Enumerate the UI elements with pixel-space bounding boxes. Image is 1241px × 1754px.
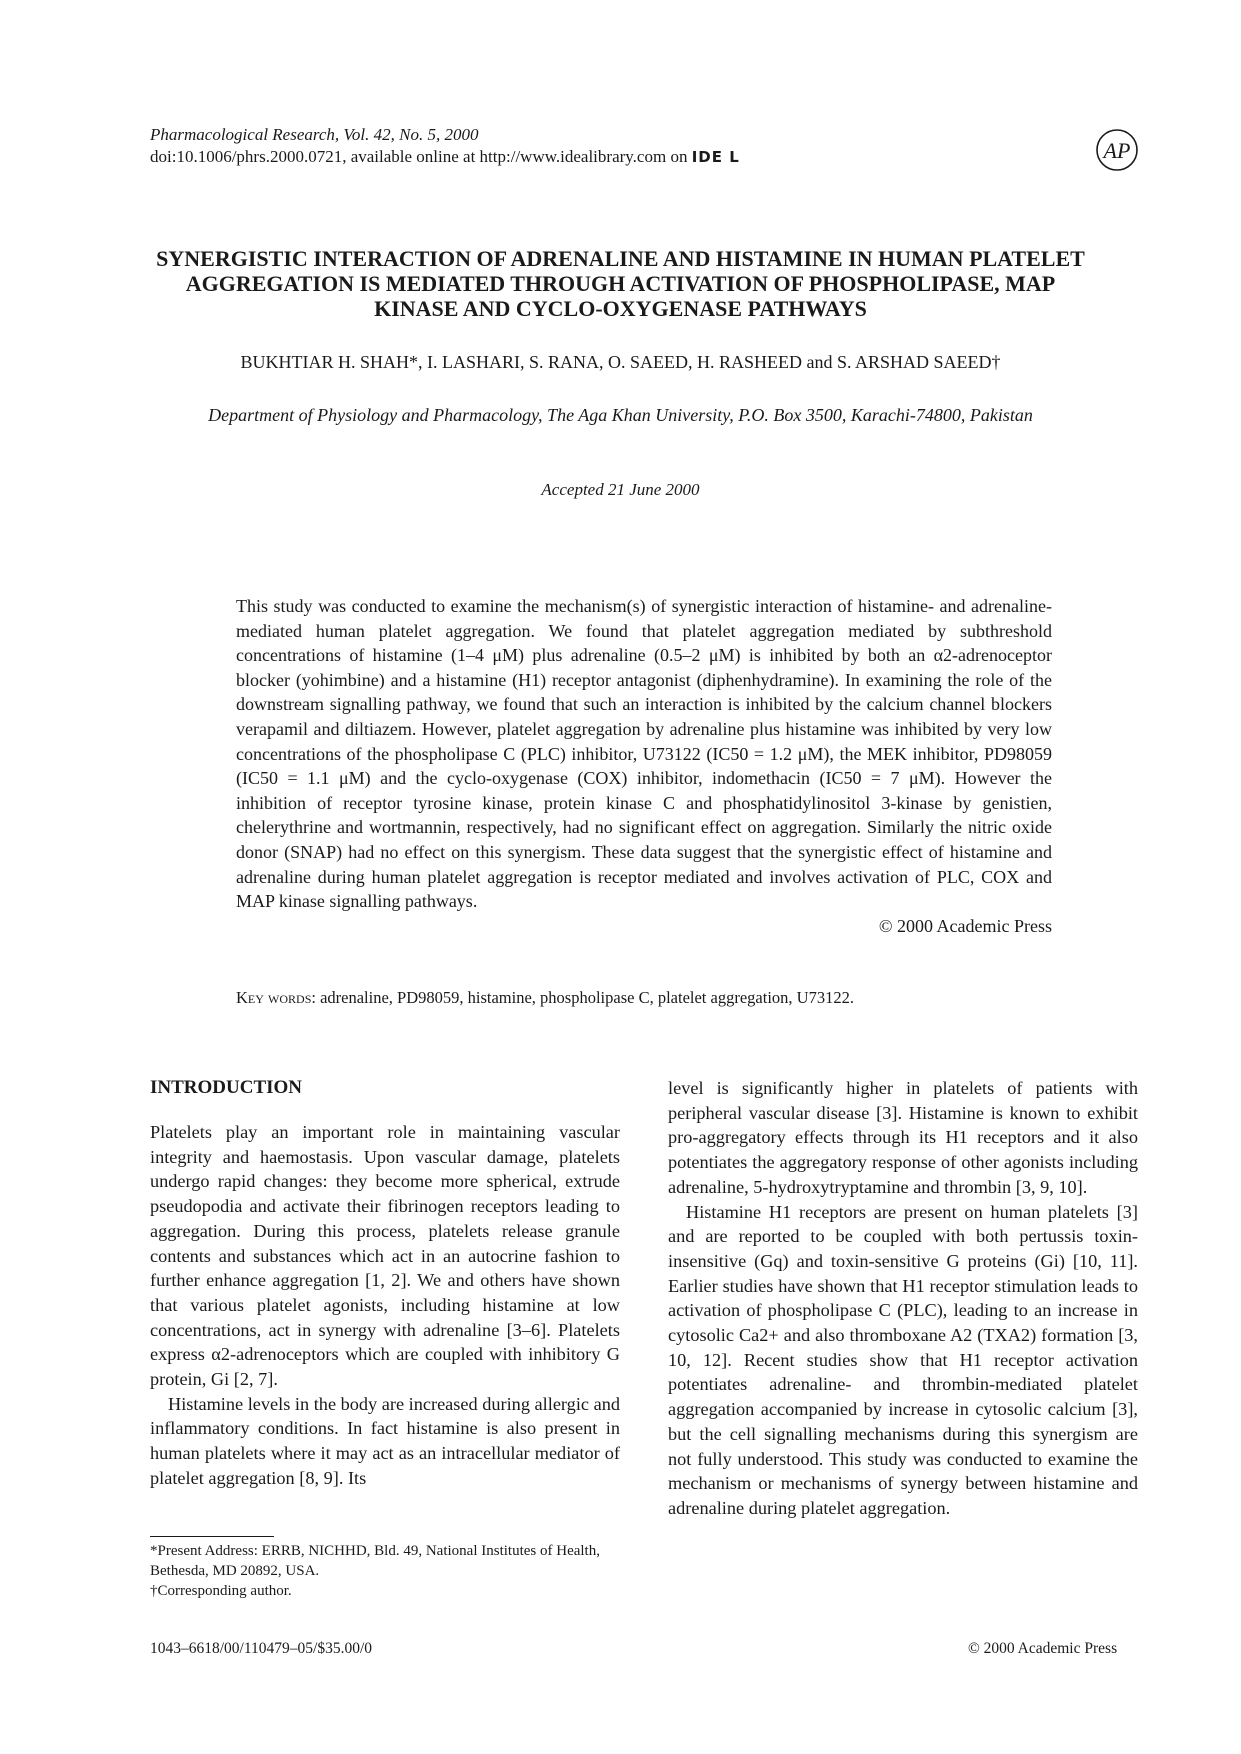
left-column bbox=[150, 1076, 620, 1491]
footnote-rule bbox=[150, 1536, 274, 1537]
paragraph: level is significantly higher in platelets of patients with peripheral vascular disease [3]. Histamine is known to exhibit pro-aggregatory effects through its H1 receptors and it also potentiates the aggregatory response of other agonists including adrenaline, 5-hydroxytryptamine and thrombin [3, 9, 10]. bbox=[668, 1078, 1138, 1197]
keywords-list: adrenaline, PD98059, histamine, phospholipase C, platelet aggregation, U73122. bbox=[320, 988, 854, 1007]
footnotes bbox=[150, 1536, 620, 1601]
doi-line bbox=[150, 146, 740, 168]
ideal-logo: IDE L bbox=[691, 148, 740, 166]
footer-copyright: © 2000 Academic Press bbox=[968, 1640, 1118, 1657]
abstract-text: This study was conducted to examine the mechanism(s) of synergistic interaction of histamine- and adrenaline-mediated human platelet aggregation. We found that platelet aggregation mediated by subthreshold concentrations of histamine (1–4 μM) plus adrenaline (0.5–2 μM) is inhibited by both an α2-adrenoceptor blocker (yohimbine) and a histamine (H1) receptor antagonist (diphenhydramine). In examining the role of the downstream signalling pathway, we found that such an interaction is inhibited by the calcium channel blockers verapamil and diltiazem. However, platelet aggregation by adrenaline plus histamine was inhibited by very low concentrations of the phospholipase C (PLC) inhibitor, U73122 (IC50 = 1.2 μM), the MEK inhibitor, PD98059 (IC50 = 1.1 μM) and the cyclo-oxygenase (COX) inhibitor, indomethacin (IC50 = 7 μM). However the inhibition of receptor tyrosine kinase, protein kinase C and phosphatidylinositol 3-kinase by genistien, chelerythrine and wortmannin, respectively, had no significant effect on aggregation. Similarly the nitric oxide donor (SNAP) had no effect on this synergism. These data suggest that the synergistic effect of histamine and adrenaline during human platelet aggregation is receptor mediated and involves activation of PLC, COX and MAP kinase signalling pathways. bbox=[236, 596, 1052, 912]
running-header bbox=[150, 124, 740, 168]
footer-code: 1043–6618/00/110479–05/$35.00/0 bbox=[150, 1640, 373, 1657]
ap-logo-text: AP bbox=[1103, 138, 1131, 163]
keywords-label: Key words: bbox=[236, 988, 316, 1007]
footnote-corresponding: †Corresponding author. bbox=[150, 1583, 292, 1599]
author-list: BUKHTIAR H. SHAH*, I. LASHARI, S. RANA, O. SAEED, H. RASHEED and S. ARSHAD SAEED† bbox=[240, 352, 1001, 372]
paragraph: Platelets play an important role in maintaining vascular integrity and haemostasis. Upon vascular damage, platelets undergo rapid changes: they become more spherical, extrude pseudopodia and activate their fibrinogen receptors leading to aggregation. During this process, platelets release granule contents and substances which act in an autocrine fashion to further enhance aggregation [1, 2]. We and others have shown that various platelet agonists, including histamine at low concentrations, act in synergy with adrenaline [3–6]. Platelets express α2-adrenoceptors which are coupled with inhibitory G protein, Gi [2, 7]. bbox=[150, 1122, 620, 1390]
paragraph: Histamine H1 receptors are present on human platelets [3] and are reported to be coupled with both pertussis toxin-insensitive (Gq) and toxin-sensitive G proteins (Gi) [10, 11]. Earlier studies have shown that H1 receptor stimulation leads to activation of phospholipase C (PLC), leading to an increase in cytosolic Ca2+ and also thromboxane A2 (TXA2) formation [3, 10, 12]. Recent studies show that H1 receptor activation potentiates adrenaline- and thrombin-mediated platelet aggregation accompanied by increase in cytosolic calcium [3], but the cell signalling mechanisms during this synergism are not fully understood. This study was conducted to examine the mechanism or mechanisms of synergy between histamine and adrenaline during platelet aggregation. bbox=[668, 1201, 1138, 1518]
accepted-date: Accepted 21 June 2000 bbox=[541, 480, 700, 499]
abstract bbox=[236, 594, 1052, 938]
doi-text: doi:10.1006/phrs.2000.0721, available online at http://www.idealibrary.com on bbox=[150, 147, 688, 166]
article-title: SYNERGISTIC INTERACTION OF ADRENALINE AND HISTAMINE IN HUMAN PLATELET AGGREGATION IS MEDIATED THROUGH ACTIVATION OF PHOSPHOLIPASE, MAP KINASE AND CYCLO-OXYGENASE PATHWAYS bbox=[156, 246, 1085, 321]
ap-publisher-logo bbox=[1095, 128, 1139, 172]
footnote-present-address: *Present Address: ERRB, NICHHD, Bld. 49, National Institutes of Health, Bethesda, MD 20892, USA. bbox=[150, 1543, 600, 1579]
affiliation: Department of Physiology and Pharmacology, The Aga Khan University, P.O. Box 3500, Karachi-74800, Pakistan bbox=[208, 405, 1033, 425]
right-column bbox=[668, 1076, 1138, 1521]
abstract-copyright: © 2000 Academic Press bbox=[878, 915, 1052, 936]
paragraph: Histamine levels in the body are increased during allergic and inflammatory conditions. In fact histamine is also present in human platelets where it may act as an intracellular mediator of platelet aggregation [8, 9]. Its bbox=[150, 1393, 620, 1488]
journal-citation: Pharmacological Research, Vol. 42, No. 5, 2000 bbox=[150, 125, 479, 144]
section-heading-introduction: INTRODUCTION bbox=[150, 1077, 303, 1098]
keywords bbox=[236, 988, 1052, 1008]
